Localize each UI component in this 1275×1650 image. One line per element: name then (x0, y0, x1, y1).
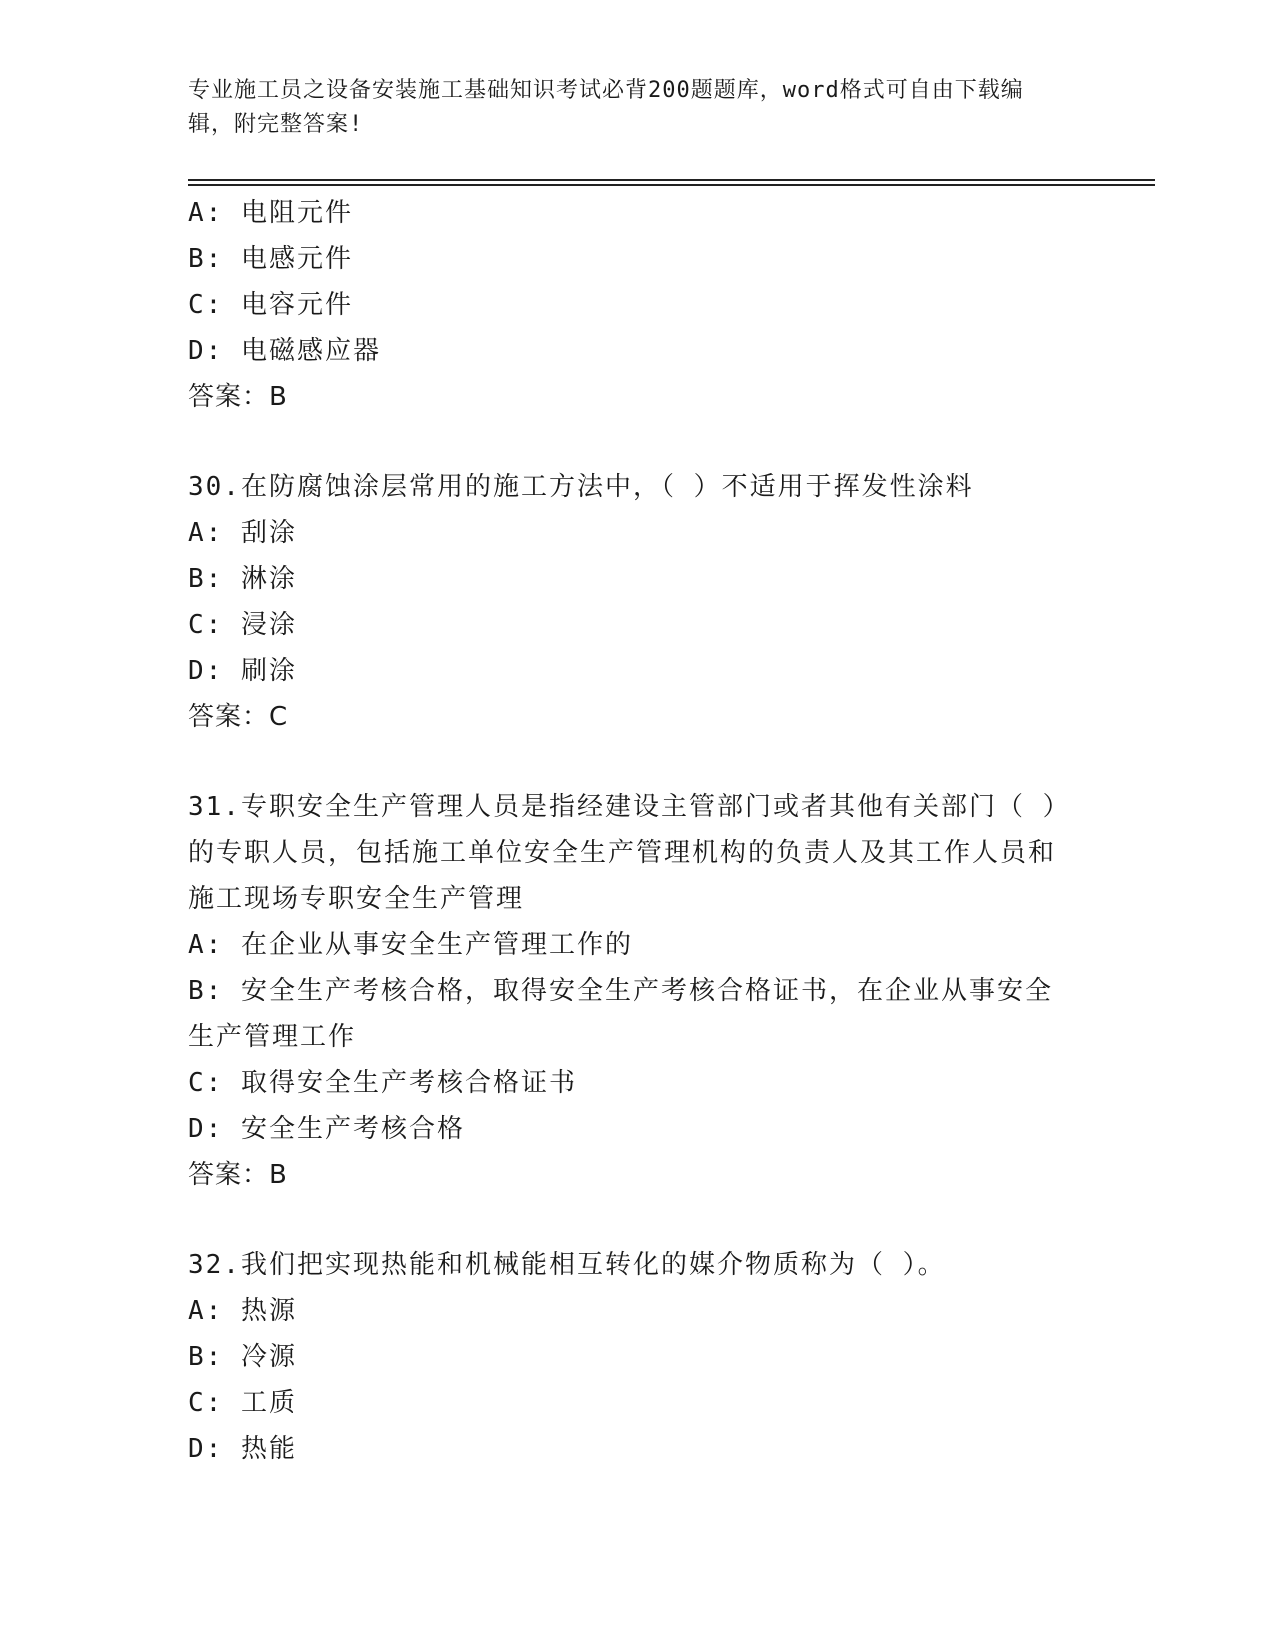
question-text: 31.专职安全生产管理人员是指经建设主管部门或者其他有关部门（ ）的专职人员，包括施工单位安全生产管理机构的负责人及其工作人员和施工现场专职安全生产管理 (188, 792, 1058, 914)
option-c: C: 取得安全生产考核合格证书 (188, 1068, 577, 1098)
option-d: D: 安全生产考核合格 (188, 1114, 465, 1144)
option-a: A: 在企业从事安全生产管理工作的 (188, 930, 633, 960)
answer-text: 答案：B (188, 382, 288, 412)
header-divider-top (188, 179, 1155, 181)
option-b: B: 电感元件 (188, 244, 353, 274)
option-c: C: 工质 (188, 1388, 297, 1418)
question-block-29 (188, 190, 1088, 420)
answer-text: 答案：C (188, 702, 289, 732)
option-b: B: 冷源 (188, 1342, 297, 1372)
answer-text: 答案：B (188, 1160, 288, 1190)
question-text: 32.我们把实现热能和机械能相互转化的媒介物质称为（ ）。 (188, 1250, 946, 1280)
header-divider-bottom (188, 184, 1155, 186)
question-list (188, 190, 1088, 1472)
option-a: A: 电阻元件 (188, 198, 353, 228)
question-block-32 (188, 1242, 1088, 1472)
document-header: 专业施工员之设备安装施工基础知识考试必背200题题库，word格式可自由下载编辑，附完整答案! (188, 78, 1024, 137)
spacer (188, 420, 1088, 464)
option-c: C: 电容元件 (188, 290, 353, 320)
option-b: B: 淋涂 (188, 564, 297, 594)
option-c: C: 浸涂 (188, 610, 297, 640)
spacer (188, 740, 1088, 784)
question-block-30 (188, 464, 1088, 740)
question-block-31 (188, 784, 1088, 1198)
spacer (188, 1198, 1088, 1242)
option-d: D: 热能 (188, 1434, 297, 1464)
question-text: 30.在防腐蚀涂层常用的施工方法中，（ ）不适用于挥发性涂料 (188, 472, 974, 502)
option-a: A: 刮涂 (188, 518, 297, 548)
option-a: A: 热源 (188, 1296, 297, 1326)
option-b: B: 安全生产考核合格，取得安全生产考核合格证书，在企业从事安全生产管理工作 (188, 976, 1053, 1052)
option-d: D: 电磁感应器 (188, 336, 381, 366)
option-d: D: 刷涂 (188, 656, 297, 686)
